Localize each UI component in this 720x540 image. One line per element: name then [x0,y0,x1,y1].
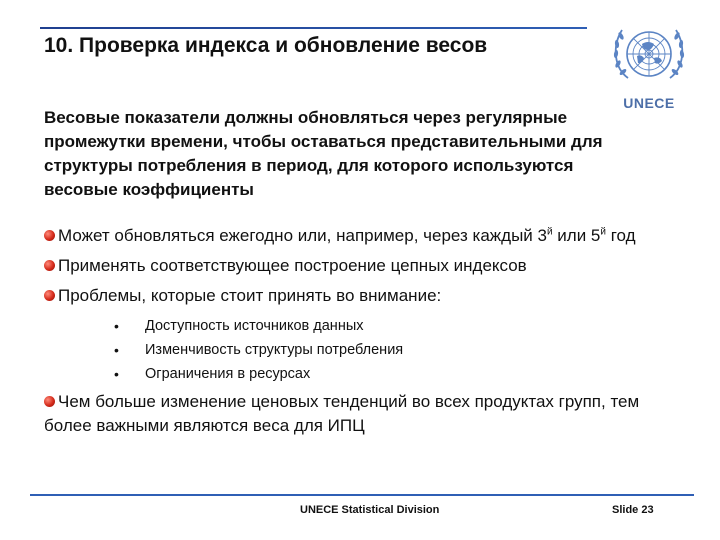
sub-bullet-text: Ограничения в ресурсах [145,366,311,382]
sub-bullet-text: Изменчивость структуры потребления [145,342,404,358]
bullet-icon [44,230,55,241]
bottom-rule [30,494,694,496]
sub-list-item [44,314,664,338]
slide-number: Slide 23 [612,504,654,516]
list-item [44,224,664,248]
list-item [44,254,664,278]
bullet-text: Может обновляться ежегодно или, например, через каждый 3 [58,226,547,245]
bullet-icon [44,396,55,407]
bullet-text: Применять соответствующее построение цепных индексов [58,256,527,275]
sub-list-item [44,338,664,362]
superscript: й [600,226,606,238]
list-item [44,390,664,438]
footer-org: UNECE Statistical Division [300,504,440,516]
bullet-text: или 5 [552,226,601,245]
sub-bullet-icon: • [114,366,119,382]
logo-text: UNECE [623,95,675,111]
bullet-icon [44,260,55,271]
bullet-text: Проблемы, которые стоит принять во внимание: [58,286,442,305]
top-rule [40,27,587,29]
intro-paragraph: Весовые показатели должны обновляться через регулярные промежутки времени, чтобы оставаться представительными для структуры потребления в период, для которого используются весовые коэффициенты [44,108,603,199]
bullet-list [44,224,664,438]
sub-bullet-icon: • [114,342,119,358]
bullet-text: год [605,226,636,245]
unece-logo [604,16,694,116]
un-emblem-icon [604,16,694,94]
sub-bullet-icon: • [114,318,119,334]
sub-list-item [44,362,664,386]
superscript: й [546,226,553,238]
bullet-text: Чем больше изменение ценовых тенденций во всех продуктах групп, тем более важными являются веса для ИПЦ [44,392,640,435]
sub-bullet-text: Доступность источников данных [145,318,364,334]
list-item [44,284,664,308]
bullet-icon [44,290,55,301]
slide-title: 10. Проверка индекса и обновление весов [44,34,488,57]
sub-bullet-list [44,314,664,386]
